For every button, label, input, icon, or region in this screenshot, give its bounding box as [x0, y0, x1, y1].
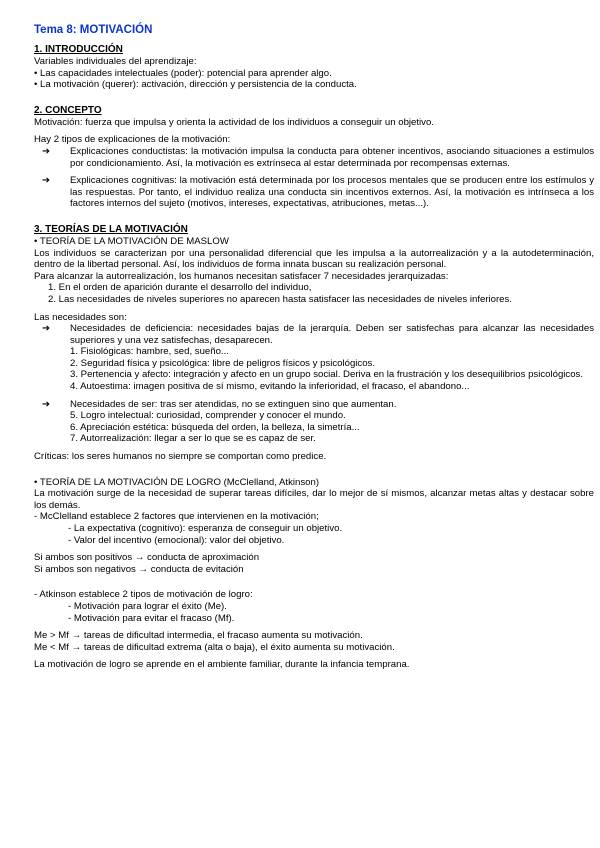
need-item: 1. Fisiológicas: hambre, sed, sueño...: [70, 346, 229, 358]
document-title: Tema 8: MOTIVACIÓN: [34, 24, 153, 36]
s1-line: • La motivación (querer): activación, dirección y persistencia de la conducta.: [34, 79, 357, 91]
atkinson-type: - Motivación para evitar el fracaso (Mf).: [68, 612, 235, 624]
maslow-critica: Críticas: los seres humanos no siempre se comportan como predice.: [34, 451, 327, 463]
maslow-title: • TEORÍA DE LA MOTIVACIÓN DE MASLOW: [34, 235, 229, 247]
mcclelland-factor: - La expectativa (cognitivo): esperanza de conseguir un objetivo.: [68, 523, 343, 534]
familiar-line: La motivación de logro se aprende en el ambiente familiar, durante la infancia temprana.: [34, 659, 410, 671]
cognitivas-item: [34, 175, 594, 210]
cognitivas-text: Explicaciones cognitivas: la motivación está determinada por los procesos mentales que se producen entre los estímulos y las respuestas. Por tanto, el individuo realiza una conducta sin incentivos externos. Así, la motivación es intrínseca a los factores internos del sujeto (motivos, intereses, expectativas, atribuciones, metas...).: [70, 175, 594, 210]
ser-text: Necesidades de ser: tras ser atendidas, no se extinguen sino que aumentan.: [70, 398, 397, 410]
section-3-heading: 3. TEORÍAS DE LA MOTIVACIÓN: [34, 223, 188, 235]
arrow-icon: ➔: [42, 398, 51, 410]
need-item: 5. Logro intelectual: curiosidad, comprender y conocer el mundo.: [70, 410, 346, 422]
deficiencia-item: [34, 323, 594, 346]
atkinson-type: - Motivación para lograr el éxito (Me).: [68, 600, 227, 612]
positivos-line: Si ambos son positivos → conducta de aproximación: [34, 552, 260, 564]
needs-intro: Las necesidades son:: [34, 311, 127, 323]
need-item: 2. Seguridad física y psicológica: libre de peligros físicos y psicológicos.: [70, 357, 376, 369]
ser-item: [34, 399, 594, 411]
conductistas-text: Explicaciones conductistas: la motivación impulsa la conducta para obtener incentivos, asociando situaciones a estímulos por condicionamiento. Así, la motivación es extrínseca al estar determinada por recompensas externas.: [70, 145, 594, 169]
conductistas-item: [34, 146, 594, 169]
logro-paragraph: La motivación surge de la necesidad de superar tareas difíciles, dar lo mejor de sí mismos, alcanzar metas altas y destacar sobre los demás.: [34, 488, 594, 511]
need-item: 4. Autoestima: imagen positiva de sí mismo, evitando la inferioridad, el fracaso, el abandono...: [70, 381, 470, 393]
me-menor-line: Me < Mf → tareas de dificultad extrema (alta o baja), el éxito aumenta su motivación.: [34, 641, 395, 653]
condition-item: 1. En el orden de aparición durante el desarrollo del individuo,: [48, 282, 312, 294]
maslow-paragraph: Los individuos se caracterizan por una personalidad diferencial que les impulsa a la autorrealización y a la autodeterminación, dentro de la libertad personal. Así, los individuos de forma innata buscan su realización personal.: [34, 247, 594, 271]
condition-item: 2. Las necesidades de niveles superiores no aparecen hasta satisfacer las necesidades de niveles inferiores.: [48, 293, 512, 305]
arrow-icon: ➔: [42, 323, 51, 335]
maslow-needs-statement: Para alcanzar la autorrealización, los humanos necesitan satisfacer 7 necesidades jerarquizadas:: [34, 270, 449, 282]
deficiencia-text: Necesidades de deficiencia: necesidades bajas de la jerarquía. Deben ser satisfechas para alcanzar las necesidades superiores y una vez satisfechas, desaparecen.: [70, 323, 594, 346]
motivation-definition: Motivación: fuerza que impulsa y orienta la actividad de los individuos a conseguir un objetivo.: [34, 116, 434, 128]
need-item: 6. Apreciación estética: búsqueda del orden, la belleza, la simetría...: [70, 421, 360, 433]
types-intro: Hay 2 tipos de explicaciones de la motivación:: [34, 134, 231, 146]
logro-title: • TEORÍA DE LA MOTIVACIÓN DE LOGRO (McClelland, Atkinson): [34, 476, 320, 488]
document-page: [34, 24, 594, 671]
s1-line: Variables individuales del aprendizaje:: [34, 56, 197, 67]
mcclelland-factor: - Valor del incentivo (emocional): valor del objetivo.: [68, 534, 285, 546]
arrow-icon: ➔: [42, 175, 51, 187]
need-item: 3. Pertenencia y afecto: integración y afecto en un grupo social. Deriva en la frustración y los desequilibrios psicológicos.: [70, 369, 584, 381]
atkinson-intro: - Atkinson establece 2 tipos de motivación de logro:: [34, 589, 253, 601]
section-1-heading: 1. INTRODUCCIÓN: [34, 44, 123, 55]
me-mayor-line: Me > Mf → tareas de dificultad intermedia, el fracaso aumenta su motivación.: [34, 630, 363, 642]
section-2-heading: 2. CONCEPTO: [34, 104, 102, 116]
negativos-line: Si ambos son negativos → conducta de evitación: [34, 563, 244, 575]
arrow-icon: ➔: [42, 145, 51, 157]
s1-line: • Las capacidades intelectuales (poder): potencial para aprender algo.: [34, 67, 332, 79]
mcclelland-intro: - McClelland establece 2 factores que intervienen en la motivación;: [34, 511, 319, 523]
need-item: 7. Autorrealización: llegar a ser lo que se es capaz de ser.: [70, 433, 316, 445]
